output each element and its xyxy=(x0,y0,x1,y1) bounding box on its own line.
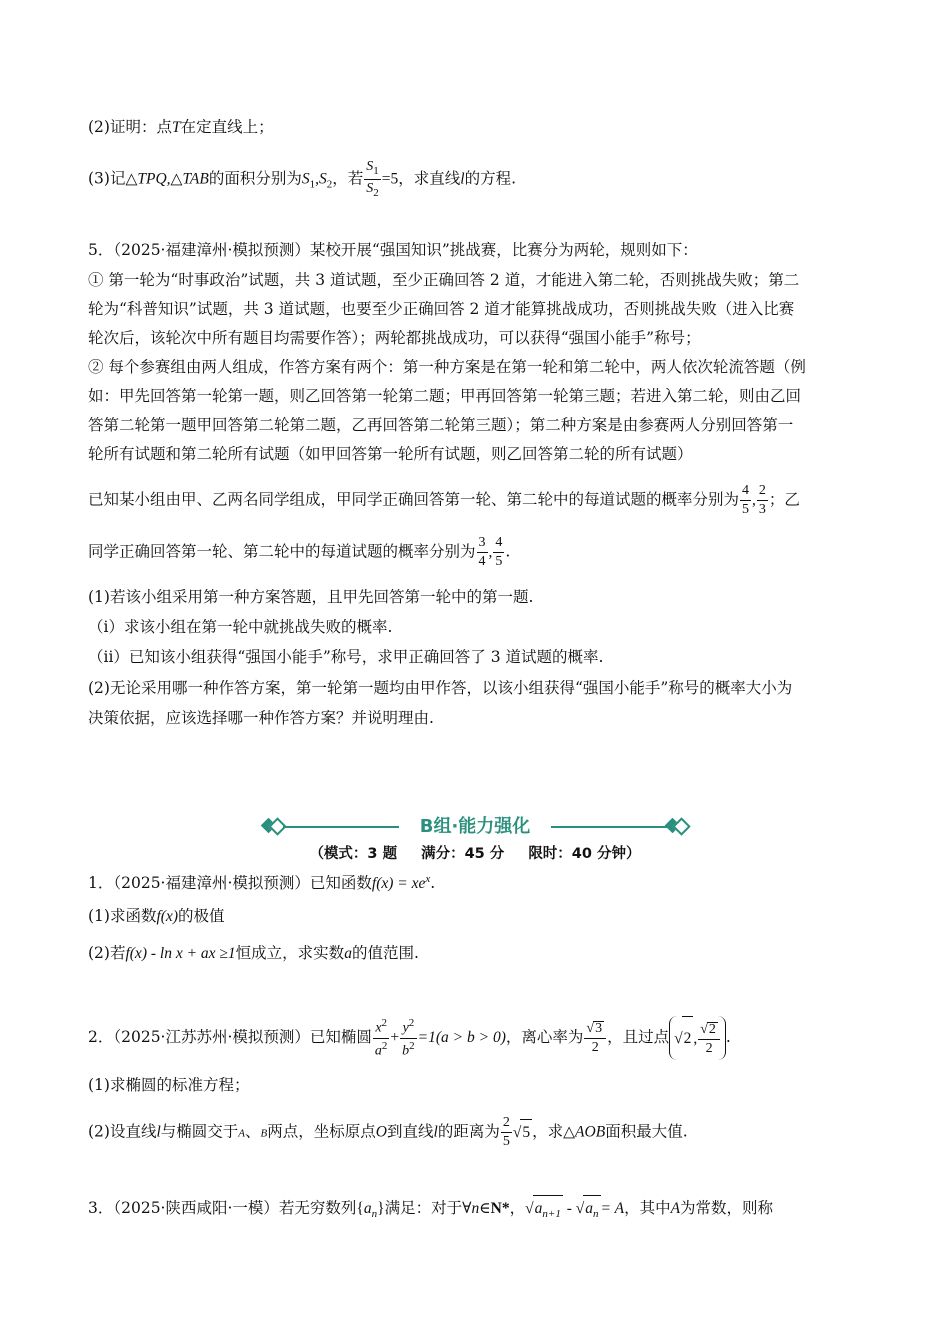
fraction-4-5-b: $\frac{4}{5}$ xyxy=(495,535,503,569)
b1-part1: (1)求函数f(x)的极值 xyxy=(88,907,225,925)
q5-part2-b: 决策依据，应该选择哪一种作答方案？并说明理由. xyxy=(88,709,434,727)
q5-given-b: 同学正确回答第一轮、第二轮中的每道试题的概率分别为 $\frac{3}{4}$ , $\frac{4}{5}$ . xyxy=(88,535,511,569)
q5-given-a: 已知某小组由甲、乙两名同学组成，甲同学正确回答第一轮、第二轮中的每道试题的概率分别为 $\frac{4}{5}$ , $\frac{2}{3}$ ；乙 xyxy=(88,483,800,517)
b3-header: 3．（2025·陕西咸阳·一模）若无穷数列$\{a_n\}$满足：对于∀n∈N*，$√a_{n+1} - √a_n = A$，其中A为常数，则称 xyxy=(88,1195,773,1227)
q5-part1-i: （i）求该小组在第一轮中就挑战失败的概率. xyxy=(88,618,393,636)
point-parenthesis: √2 , $\frac{√2}{2}$ xyxy=(669,1016,726,1060)
x2-over-a2: $\frac{x^2}{a^2}$ xyxy=(374,1016,388,1059)
q5-part2-a: (2)无论采用哪一种作答方案，第一轮第一题均由甲作答，以该小组获得“强国小能手”称号的概率大小为 xyxy=(88,679,793,697)
section-b-info: （模式：3 题 满分：45 分 限时：40 分钟） xyxy=(309,846,641,862)
q4-part2: (2)证明：点T在定直线上； xyxy=(88,118,274,136)
section-b-title: B组·能力强化 xyxy=(419,816,531,837)
q5-part1: (1)若该小组采用第一种方案答题，且甲先回答第一轮中的第一题. xyxy=(88,588,534,606)
b2-part1: (1)求椭圆的标准方程； xyxy=(88,1076,250,1094)
b2-header: 2．（2025·江苏苏州·模拟预测）已知椭圆 $\frac{x^2}{a^2}$ + $\frac{y^2}{b^2}$ =1(a > b > 0)，离心率为 $\frac{√3}{2}$ ，且过点 √2 , $\frac{√2}{2}$ . xyxy=(88,1016,731,1060)
q5-rule1-c: 轮次后，该轮次中所有题目均需要作答）；两轮都挑战成功，可以获得“强国小能手”称号； xyxy=(88,329,701,347)
b1-part2: (2)若f(x) - ln x + ax ≥1恒成立，求实数a的值范围. xyxy=(88,944,419,962)
q5-rule1-b: 轮为“科普知识”试题，共 3 道试题，也要至少正确回答 2 道才能算挑战成功，否则挑战失败（进入比赛 xyxy=(88,300,795,318)
fraction-2-5: $\frac{2}{5}$ xyxy=(502,1115,510,1149)
banner-rule-left xyxy=(283,826,399,828)
y2-over-b2: $\frac{y^2}{b^2}$ xyxy=(402,1016,415,1059)
section-b-banner xyxy=(255,812,695,842)
fraction-4-5: $\frac{4}{5}$ xyxy=(742,483,750,517)
fraction-2-3: $\frac{2}{3}$ xyxy=(758,483,766,517)
q5-header: 5．（2025·福建漳州·模拟预测）某校开展“强国知识”挑战赛，比赛分为两轮，规则如下： xyxy=(88,241,698,259)
sqrt3-over-2: $\frac{√3}{2}$ xyxy=(584,1021,606,1055)
q5-rule2-b: 如：甲先回答第一轮第一题，则乙回答第一轮第二题；甲再回答第一轮第三题；若进入第二轮，则由乙回 xyxy=(88,387,802,405)
q5-rule2-a: ② 每个参赛组由两人组成，作答方案有两个：第一种方案是在第一轮和第二轮中，两人依次轮流答题（例 xyxy=(88,358,806,376)
q4-part3: (3)记△TPQ,△TAB的面积分别为$S_1,S_2$，若 $\frac{S_1}{S_2}$ =5，求直线l的方程. xyxy=(88,159,517,199)
s1-over-s2-fraction: $\frac{S_1}{S_2}$ xyxy=(366,159,379,199)
b1-header: 1．（2025·福建漳州·模拟预测）已知函数$f(x) = xe^x$. xyxy=(88,873,436,893)
q5-part1-ii: （ii）已知该小组获得“强国小能手”称号，求甲正确回答了 3 道试题的概率. xyxy=(88,648,604,666)
fraction-3-4: $\frac{3}{4}$ xyxy=(478,535,486,569)
q5-rule2-c: 答第二轮第一题甲回答第二轮第二题，乙再回答第二轮第三题）；第二种方案是由参赛两人分别回答第一 xyxy=(88,416,794,434)
q5-rule1-a: ① 第一轮为“时事政治”试题，共 3 道试题，至少正确回答 2 道，才能进入第二轮，否则挑战失败；第二 xyxy=(88,271,800,289)
banner-rule-right xyxy=(551,826,667,828)
b2-part2: (2)设直线l与椭圆交于A、B两点，坐标原点O到直线l的距离为 $\frac{2}{5}$ √5 ，求△AOB面积最大值. xyxy=(88,1115,688,1149)
q5-rule2-d: 轮所有试题和第二轮所有试题（如甲回答第一轮所有试题，则乙回答第二轮的所有试题） xyxy=(88,445,693,463)
